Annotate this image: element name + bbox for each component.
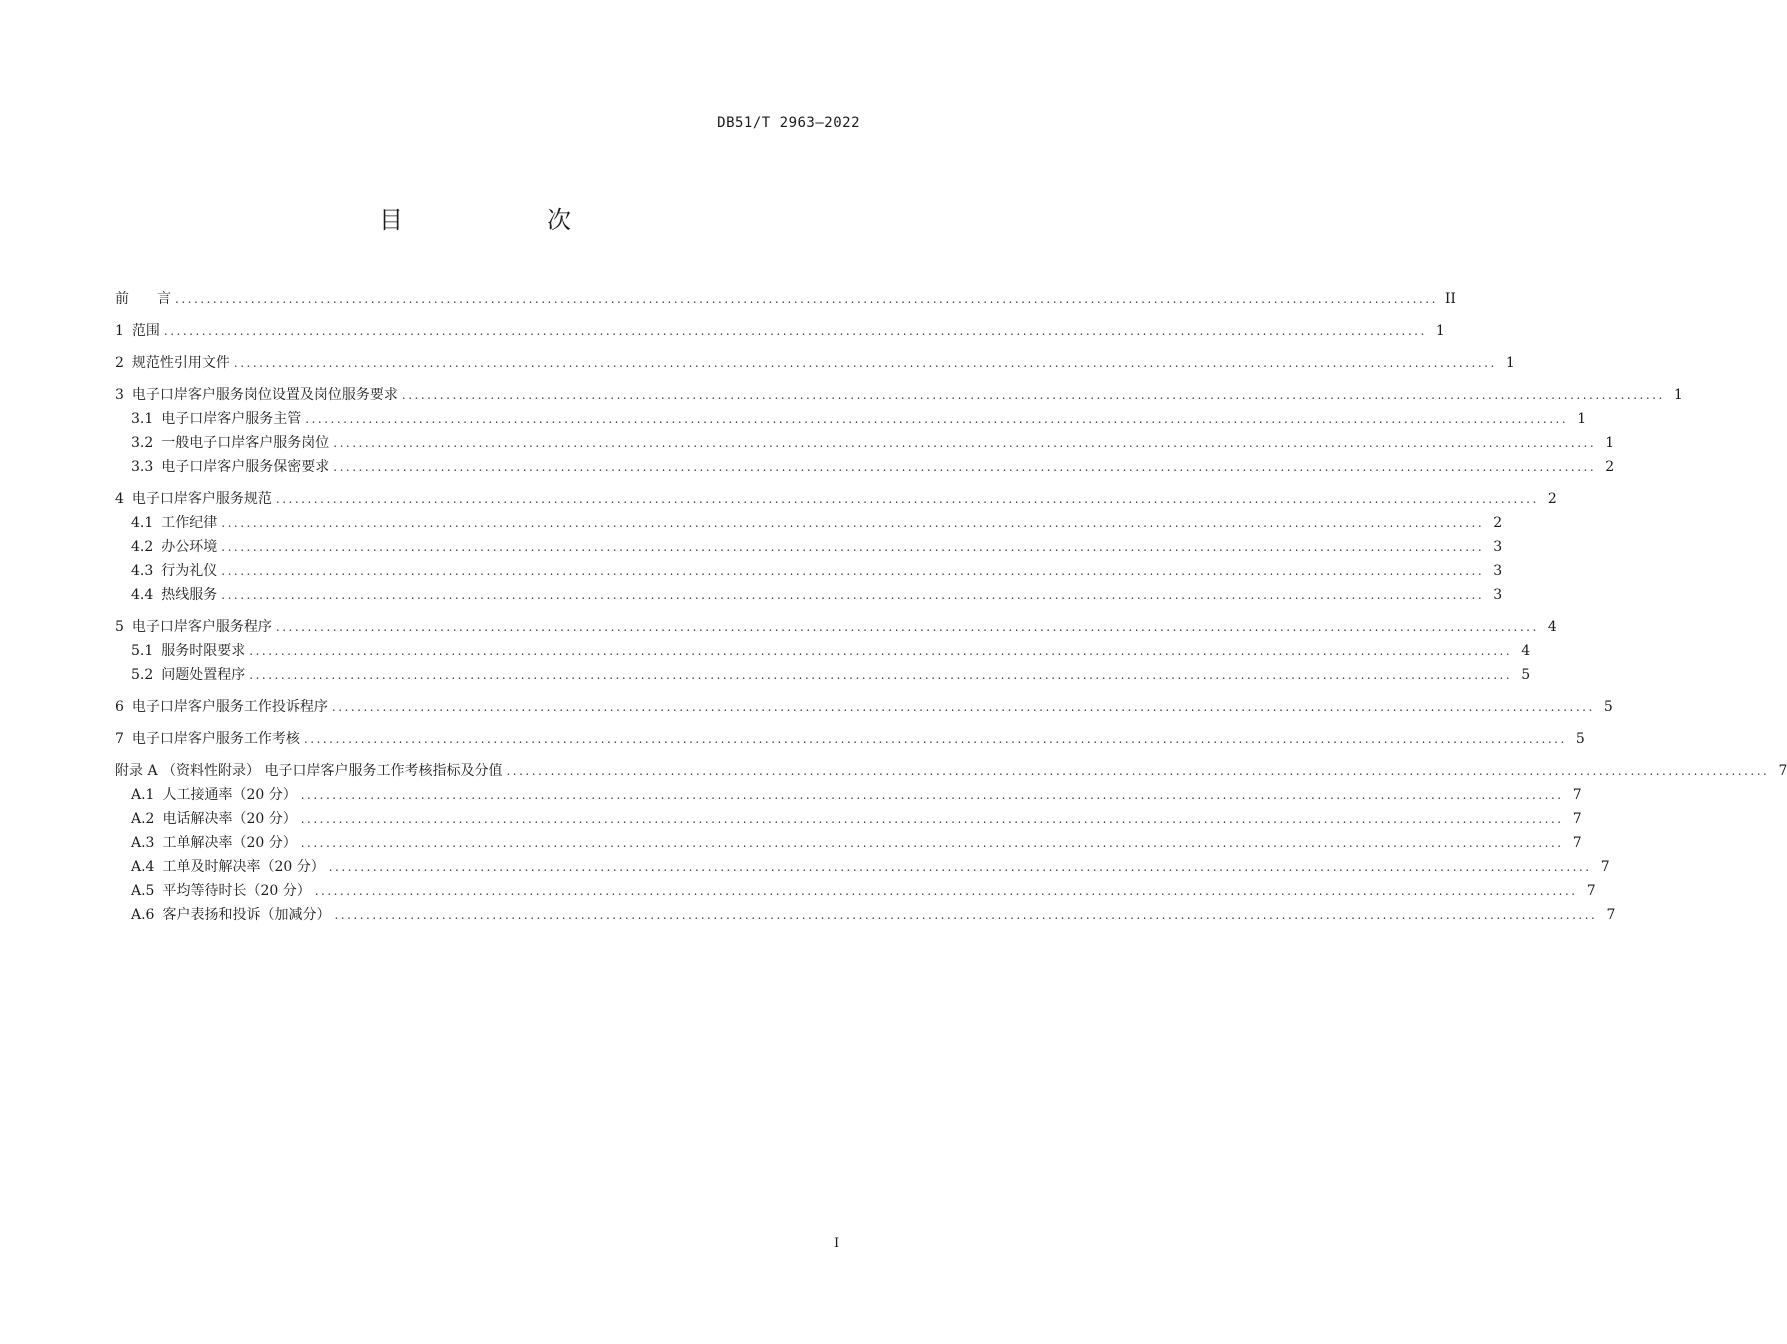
toc-entry-page: 7 xyxy=(1586,883,1596,899)
toc-entry-text: 客户表扬和投诉（加减分） xyxy=(162,907,331,923)
toc-entry-label xyxy=(131,783,297,807)
toc-entry-label xyxy=(115,487,272,511)
toc-dot-leader: ........................................................................................................................................................................................................ xyxy=(221,516,1485,530)
toc-entry-label xyxy=(115,695,328,719)
toc-entry-label xyxy=(131,831,297,855)
toc-entry[interactable] xyxy=(115,663,1531,687)
toc-dot-leader: ........................................................................................................................................................................................................ xyxy=(163,324,1427,338)
toc-entry-label xyxy=(115,351,230,375)
toc-dot-leader: ........................................................................................................................................................................................................ xyxy=(249,644,1513,658)
toc-entry-page: 1 xyxy=(1673,387,1683,403)
toc-entry-number: 4.1 xyxy=(131,515,154,531)
toc-entry-page: 5 xyxy=(1603,699,1613,715)
toc-entry[interactable] xyxy=(115,455,1615,479)
toc-dot-leader: ........................................................................................................................................................................................................ xyxy=(275,492,1539,506)
toc-entry-text: 范围 xyxy=(131,323,160,339)
toc-entry-number: 5 xyxy=(115,619,124,635)
toc-entry-label xyxy=(131,455,329,479)
toc-entry-number: A.5 xyxy=(131,883,155,899)
toc-dot-leader: ........................................................................................................................................................................................................ xyxy=(314,884,1578,898)
toc-entry[interactable] xyxy=(115,383,1683,407)
toc-entry-label xyxy=(131,583,217,607)
toc-entry-number: 5.1 xyxy=(131,643,154,659)
document-code: DB51/T 2963—2022 xyxy=(717,115,860,131)
toc-dot-leader: ........................................................................................................................................................................................................ xyxy=(331,700,1595,714)
toc-entry-page: 2 xyxy=(1493,515,1503,531)
toc-entry-page: 7 xyxy=(1572,787,1582,803)
toc-dot-leader: ........................................................................................................................................................................................................ xyxy=(333,460,1597,474)
toc-entry-page: 7 xyxy=(1572,811,1582,827)
toc-entry-number: 3.3 xyxy=(131,459,154,475)
toc-entry-label xyxy=(131,663,245,687)
toc-entry-text: 办公环境 xyxy=(161,539,218,555)
toc-dot-leader: ........................................................................................................................................................................................................ xyxy=(333,436,1597,450)
toc-entry-page: 7 xyxy=(1778,763,1787,779)
toc-entry-text: 问题处置程序 xyxy=(161,667,246,683)
toc-entry-label xyxy=(131,431,329,455)
toc-entry-label xyxy=(131,407,301,431)
toc-entry-text: 电子口岸客户服务岗位设置及岗位服务要求 xyxy=(131,387,398,403)
toc-entry-page: 5 xyxy=(1521,667,1531,683)
toc-entry-number: 7 xyxy=(115,731,124,747)
toc-entry-number: A.1 xyxy=(131,787,155,803)
toc-entry-label xyxy=(115,615,272,639)
toc-dot-leader: ........................................................................................................................................................................................................ xyxy=(401,388,1665,402)
toc-entry-label xyxy=(131,807,297,831)
toc-entry-number: 4.4 xyxy=(131,587,154,603)
toc-entry-page: 7 xyxy=(1600,859,1610,875)
toc-dot-leader: ........................................................................................................................................................................................................ xyxy=(506,764,1770,778)
toc-entry-number: 4.2 xyxy=(131,539,154,555)
toc-entry-text: 电子口岸客户服务程序 xyxy=(131,619,272,635)
toc-entry-text: 电子口岸客户服务保密要求 xyxy=(161,459,330,475)
toc-entry[interactable] xyxy=(115,559,1503,583)
toc-entry[interactable] xyxy=(115,639,1531,663)
toc-dot-leader: ........................................................................................................................................................................................................ xyxy=(275,620,1539,634)
toc-dot-leader: ........................................................................................................................................................................................................ xyxy=(221,540,1485,554)
toc-entry[interactable] xyxy=(115,431,1615,455)
toc-entry-number: 3.1 xyxy=(131,411,154,427)
toc-entry-number: A.2 xyxy=(131,811,155,827)
toc-entry[interactable] xyxy=(115,615,1557,639)
toc-entry-number: 3.2 xyxy=(131,435,154,451)
toc-entry-page: 2 xyxy=(1605,459,1615,475)
toc-entry[interactable] xyxy=(115,903,1616,927)
toc-entry[interactable] xyxy=(115,831,1582,855)
toc-entry[interactable] xyxy=(115,287,1456,311)
toc-entry-label xyxy=(131,559,217,583)
toc-entry-text: 电话解决率（20 分） xyxy=(162,811,297,827)
toc-entry-number: 3 xyxy=(115,387,124,403)
toc-dot-leader: ........................................................................................................................................................................................................ xyxy=(221,588,1485,602)
toc-entry-label xyxy=(115,759,502,783)
toc-entry-page: 3 xyxy=(1493,539,1503,555)
toc-entry-number: 2 xyxy=(115,355,124,371)
toc-entry-page: 3 xyxy=(1493,563,1503,579)
toc-entry-text: 行为礼仪 xyxy=(161,563,218,579)
toc-entry-page: 7 xyxy=(1572,835,1582,851)
toc-entry[interactable] xyxy=(115,727,1585,751)
toc-entry-text: 一般电子口岸客户服务岗位 xyxy=(161,435,330,451)
toc-entry-page: 1 xyxy=(1577,411,1587,427)
toc-entry-number: 6 xyxy=(115,699,124,715)
toc-entry-label xyxy=(131,879,311,903)
toc-dot-leader: ........................................................................................................................................................................................................ xyxy=(334,908,1598,922)
toc-entry-page: 3 xyxy=(1493,587,1503,603)
toc-dot-leader: ........................................................................................................................................................................................................ xyxy=(300,836,1564,850)
toc-entry[interactable] xyxy=(115,351,1515,375)
toc-dot-leader: ........................................................................................................................................................................................................ xyxy=(233,356,1497,370)
toc-entry-number: 1 xyxy=(115,323,124,339)
toc-entry-page: II xyxy=(1444,291,1456,307)
toc-entry-page: 2 xyxy=(1547,491,1557,507)
toc-entry[interactable] xyxy=(115,879,1596,903)
toc-entry-text: 人工接通率（20 分） xyxy=(162,787,297,803)
toc-dot-leader: ........................................................................................................................................................................................................ xyxy=(305,412,1569,426)
page-title: 目 次 xyxy=(379,206,631,234)
toc-entry-number: 4 xyxy=(115,491,124,507)
toc-entry-text: 规范性引用文件 xyxy=(131,355,230,371)
toc-entry-number: A.3 xyxy=(131,835,155,851)
toc-dot-leader: ........................................................................................................................................................................................................ xyxy=(221,564,1485,578)
toc-dot-leader: ........................................................................................................................................................................................................ xyxy=(249,668,1513,682)
toc-entry[interactable] xyxy=(115,807,1582,831)
toc-entry-page: 7 xyxy=(1606,907,1616,923)
toc-entry-label xyxy=(115,319,160,343)
toc-entry-page: 5 xyxy=(1575,731,1585,747)
toc-entry-text: 附录 A （资料性附录） 电子口岸客户服务工作考核指标及分值 xyxy=(115,763,503,779)
toc-entry-text: 服务时限要求 xyxy=(161,643,246,659)
toc-entry[interactable] xyxy=(115,511,1503,535)
toc-entry-number: A.4 xyxy=(131,859,155,875)
toc-entry-number: 4.3 xyxy=(131,563,154,579)
toc-entry-text: 电子口岸客户服务主管 xyxy=(161,411,302,427)
toc-entry[interactable] xyxy=(115,407,1587,431)
toc-entry-number: 5.2 xyxy=(131,667,154,683)
toc-entry-page: 1 xyxy=(1605,435,1615,451)
toc-entry-text: 工单解决率（20 分） xyxy=(162,835,297,851)
toc-entry[interactable] xyxy=(115,695,1613,719)
toc-dot-leader: ........................................................................................................................................................................................................ xyxy=(303,732,1567,746)
toc-entry-label xyxy=(131,903,330,927)
toc-entry[interactable] xyxy=(115,319,1445,343)
toc-entry-page: 4 xyxy=(1521,643,1531,659)
toc-entry-text: 电子口岸客户服务工作投诉程序 xyxy=(131,699,328,715)
table-of-contents xyxy=(115,287,1787,927)
toc-entry-text: 工作纪律 xyxy=(161,515,218,531)
toc-entry-page: 1 xyxy=(1435,323,1445,339)
toc-entry-text: 电子口岸客户服务工作考核 xyxy=(131,731,300,747)
toc-entry-text: 工单及时解决率（20 分） xyxy=(162,859,325,875)
toc-entry-number: A.6 xyxy=(131,907,155,923)
toc-entry-text: 电子口岸客户服务规范 xyxy=(131,491,272,507)
toc-entry-text: 前 言 xyxy=(115,291,171,307)
toc-entry[interactable] xyxy=(115,487,1557,511)
toc-entry-label xyxy=(131,511,217,535)
toc-entry-label xyxy=(115,383,398,407)
toc-entry-text: 热线服务 xyxy=(161,587,218,603)
toc-entry[interactable] xyxy=(115,583,1503,607)
toc-entry[interactable] xyxy=(115,783,1582,807)
toc-entry-label xyxy=(131,855,325,879)
toc-entry-text: 平均等待时长（20 分） xyxy=(162,883,311,899)
toc-entry[interactable] xyxy=(115,759,1787,783)
toc-dot-leader: ........................................................................................................................................................................................................ xyxy=(175,292,1438,306)
toc-entry-page: 4 xyxy=(1547,619,1557,635)
toc-dot-leader: ........................................................................................................................................................................................................ xyxy=(300,812,1564,826)
toc-dot-leader: ........................................................................................................................................................................................................ xyxy=(328,860,1592,874)
toc-entry-label xyxy=(131,535,217,559)
toc-entry-label xyxy=(131,639,245,663)
toc-entry-label xyxy=(115,727,300,751)
toc-entry[interactable] xyxy=(115,535,1503,559)
toc-entry-page: 1 xyxy=(1505,355,1515,371)
toc-entry-label xyxy=(115,287,171,311)
toc-entry[interactable] xyxy=(115,855,1610,879)
page-number: I xyxy=(834,1236,840,1251)
toc-dot-leader: ........................................................................................................................................................................................................ xyxy=(300,788,1564,802)
